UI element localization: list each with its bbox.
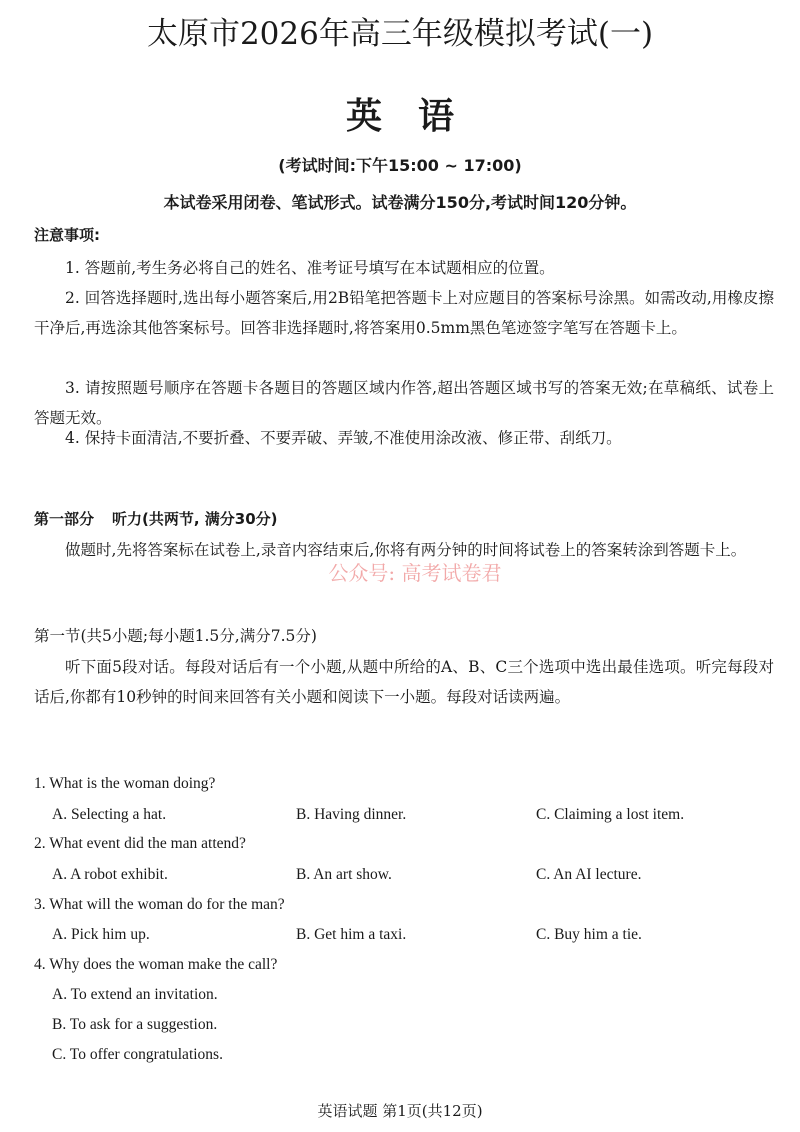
question-stem: 3. What will the woman do for the man? (34, 896, 285, 913)
option-a[interactable]: A. To extend an invitation. (52, 986, 218, 1003)
exam-rules: 本试卷采用闭卷、笔试形式。试卷满分150分,考试时间120分钟。 (163, 193, 637, 212)
question-stem: 2. What event did the man attend? (34, 835, 246, 852)
question-stem: 1. What is the woman doing? (34, 775, 216, 792)
part1-heading (34, 508, 278, 529)
part1-instruction: 做题时,先将答案标在试卷上,录音内容结束后,你将有两分钟的时间将试卷上的答案转涂到答题卡上。 (65, 541, 747, 559)
notice-heading: 注意事项: (34, 226, 100, 244)
notice-item: 4. 保持卡面清洁,不要折叠、不要弄破、弄皱,不准使用涂改液、修正带、刮纸刀。 (65, 429, 622, 447)
subject-title: 英语 (345, 96, 490, 137)
part1-heading-desc: 听力(共两节, 满分30分) (112, 510, 278, 528)
option-a[interactable]: A. Pick him up. (52, 926, 150, 943)
option-c[interactable]: C. To offer congratulations. (52, 1046, 223, 1063)
exam-title: 太原市2026年高三年级模拟考试(一) (146, 16, 654, 52)
option-a[interactable]: A. Selecting a hat. (52, 806, 167, 823)
section1-heading: 第一节(共5小题;每小题1.5分,满分7.5分) (34, 627, 317, 645)
notice-item: 2. 回答选择题时,选出每小题答案后,用2B铅笔把答题卡上对应题目的答案标号涂黑。如需改动,用橡皮擦干净后,再选涂其他答案标号。回答非选择题时,将答案用0.5mm黑色笔迹签字笔写在答题卡上。 (34, 289, 774, 337)
question-stem: 4. Why does the woman make the call? (34, 956, 278, 973)
option-c[interactable]: C. Claiming a lost item. (536, 806, 685, 823)
option-b[interactable]: B. Get him a taxi. (296, 926, 407, 943)
watermark: 公众号: 高考试卷君 (328, 561, 502, 585)
option-b[interactable]: B. To ask for a suggestion. (52, 1016, 218, 1033)
option-c[interactable]: C. Buy him a tie. (536, 926, 642, 943)
notice-item: 1. 答题前,考生务必将自己的姓名、准考证号填写在本试题相应的位置。 (65, 259, 555, 277)
page-footer: 英语试题 第1页(共12页) (317, 1102, 483, 1120)
notice-item: 3. 请按照题号顺序在答题卡各题目的答题区域内作答,超出答题区域书写的答案无效;在草稿纸、试卷上答题无效。 (34, 379, 774, 427)
exam-time: (考试时间:下午15:00 ~ 17:00) (278, 156, 522, 175)
option-b[interactable]: B. An art show. (296, 866, 392, 883)
part1-heading-label: 第一部分 (34, 510, 95, 528)
option-c[interactable]: C. An AI lecture. (536, 866, 642, 883)
option-b[interactable]: B. Having dinner. (296, 806, 407, 823)
section1-instruction: 听下面5段对话。每段对话后有一个小题,从题中所给的A、B、C三个选项中选出最佳选项。听完每段对话后,你都有10秒钟的时间来回答有关小题和阅读下一小题。每段对话读两遍。 (34, 658, 774, 706)
option-a[interactable]: A. A robot exhibit. (52, 866, 168, 883)
